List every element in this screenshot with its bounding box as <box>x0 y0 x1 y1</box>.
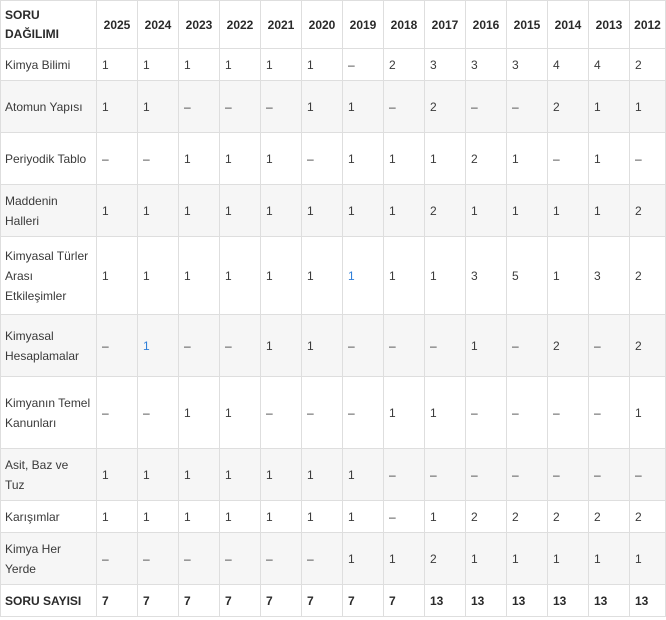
table-cell: 1 <box>220 501 261 533</box>
table-cell: 2 <box>589 501 630 533</box>
total-cell: 7 <box>138 585 179 617</box>
table-cell: 1 <box>220 49 261 81</box>
table-cell: 1 <box>548 533 589 585</box>
table-cell: 2 <box>630 237 666 315</box>
table-cell: – <box>507 377 548 449</box>
row-topic: Kimyanın Temel Kanunları <box>1 377 97 449</box>
header-topic: SORU DAĞILIMI <box>1 1 97 49</box>
header-year: 2023 <box>179 1 220 49</box>
table-cell: 1 <box>630 533 666 585</box>
table-row <box>1 377 666 449</box>
table-cell: 1 <box>548 237 589 315</box>
table-cell: 1 <box>261 315 302 377</box>
header-year: 2016 <box>466 1 507 49</box>
table-row <box>1 185 666 237</box>
row-topic: Kimyasal Türler Arası Etkileşimler <box>1 237 97 315</box>
table-cell: 1 <box>97 449 138 501</box>
table-cell: 1 <box>548 185 589 237</box>
table-cell: 1 <box>466 315 507 377</box>
total-cell: 13 <box>548 585 589 617</box>
row-topic: Maddenin Halleri <box>1 185 97 237</box>
table-cell: – <box>589 315 630 377</box>
table-cell: 1 <box>179 133 220 185</box>
table-row <box>1 315 666 377</box>
total-cell: 13 <box>466 585 507 617</box>
table-cell: 1 <box>220 449 261 501</box>
table-cell: 1 <box>630 81 666 133</box>
row-topic: Asit, Baz ve Tuz <box>1 449 97 501</box>
table-cell: 3 <box>425 49 466 81</box>
table-cell: 1 <box>343 133 384 185</box>
table-cell: 2 <box>384 49 425 81</box>
table-cell: 2 <box>548 501 589 533</box>
table-row <box>1 533 666 585</box>
table-cell: – <box>97 133 138 185</box>
table-cell: 1 <box>384 185 425 237</box>
table-cell: 1 <box>425 501 466 533</box>
table-cell: 1 <box>138 49 179 81</box>
table-cell: – <box>138 377 179 449</box>
table-cell: – <box>589 449 630 501</box>
table-cell: – <box>466 449 507 501</box>
table-cell: 1 <box>97 237 138 315</box>
table-cell: – <box>548 133 589 185</box>
table-cell: 2 <box>630 49 666 81</box>
table-cell: – <box>302 377 343 449</box>
table-cell: 5 <box>507 237 548 315</box>
table-cell: 2 <box>630 185 666 237</box>
header-year: 2021 <box>261 1 302 49</box>
table-cell: 1 <box>343 185 384 237</box>
table-row <box>1 501 666 533</box>
table-cell: 4 <box>589 49 630 81</box>
table-cell: 1 <box>425 377 466 449</box>
table-cell: 2 <box>548 81 589 133</box>
table-cell: 1 <box>343 81 384 133</box>
table-cell: – <box>425 315 466 377</box>
table-cell: 1 <box>261 49 302 81</box>
total-cell: 13 <box>425 585 466 617</box>
table-cell: 3 <box>507 49 548 81</box>
header-year: 2012 <box>630 1 666 49</box>
table-cell: 1 <box>179 185 220 237</box>
table-cell: – <box>384 315 425 377</box>
table-cell: 1 <box>302 315 343 377</box>
table-cell: 3 <box>466 49 507 81</box>
table-cell: – <box>220 315 261 377</box>
table-cell: – <box>179 315 220 377</box>
table-cell: 2 <box>425 533 466 585</box>
table-cell: – <box>630 449 666 501</box>
total-cell: 7 <box>384 585 425 617</box>
table-cell: 2 <box>466 501 507 533</box>
table-cell: 1 <box>179 449 220 501</box>
header-row <box>1 1 666 49</box>
table-cell[interactable]: 1 <box>343 237 384 315</box>
table-cell: – <box>138 533 179 585</box>
table-cell: 1 <box>97 501 138 533</box>
table-row <box>1 133 666 185</box>
header-year: 2019 <box>343 1 384 49</box>
table-cell: 3 <box>466 237 507 315</box>
total-cell: 13 <box>507 585 548 617</box>
table-cell: 1 <box>138 185 179 237</box>
header-year: 2015 <box>507 1 548 49</box>
table-cell: – <box>261 81 302 133</box>
table-cell: – <box>384 81 425 133</box>
table-cell: 1 <box>302 49 343 81</box>
table-cell: 1 <box>138 81 179 133</box>
table-cell: 2 <box>425 185 466 237</box>
table-cell: – <box>425 449 466 501</box>
table-cell: 1 <box>179 501 220 533</box>
table-cell: – <box>384 501 425 533</box>
table-cell: – <box>343 377 384 449</box>
table-cell: 1 <box>97 81 138 133</box>
total-cell: 7 <box>261 585 302 617</box>
table-cell: – <box>261 377 302 449</box>
table-cell: 1 <box>466 533 507 585</box>
table-cell: – <box>466 377 507 449</box>
table-cell: – <box>507 449 548 501</box>
table-cell: 2 <box>630 315 666 377</box>
header-year: 2018 <box>384 1 425 49</box>
table-cell: 1 <box>220 133 261 185</box>
table-cell: 1 <box>302 185 343 237</box>
table-cell: 1 <box>425 133 466 185</box>
header-year: 2024 <box>138 1 179 49</box>
table-cell: – <box>220 81 261 133</box>
table-cell: – <box>343 49 384 81</box>
total-cell: 7 <box>179 585 220 617</box>
table-cell: – <box>302 133 343 185</box>
table-cell: 1 <box>261 133 302 185</box>
table-row <box>1 49 666 81</box>
table-cell: – <box>97 315 138 377</box>
table-row <box>1 237 666 315</box>
table-cell: – <box>343 315 384 377</box>
table-cell: 1 <box>97 185 138 237</box>
table-cell: – <box>261 533 302 585</box>
table-cell: – <box>548 449 589 501</box>
table-cell: 1 <box>302 501 343 533</box>
row-topic: Periyodik Tablo <box>1 133 97 185</box>
table-cell: – <box>179 533 220 585</box>
total-cell: 13 <box>630 585 666 617</box>
table-row <box>1 449 666 501</box>
row-topic: Karışımlar <box>1 501 97 533</box>
table-cell: 1 <box>630 377 666 449</box>
table-cell: 1 <box>507 533 548 585</box>
table-cell: 1 <box>302 449 343 501</box>
table-cell: 1 <box>589 133 630 185</box>
table-cell: 1 <box>343 533 384 585</box>
table-cell: – <box>138 133 179 185</box>
table-cell: 1 <box>425 237 466 315</box>
table-cell: 1 <box>261 449 302 501</box>
table-row <box>1 81 666 133</box>
table-cell: 1 <box>384 377 425 449</box>
table-cell: – <box>589 377 630 449</box>
total-cell: 7 <box>302 585 343 617</box>
table-cell: 2 <box>466 133 507 185</box>
table-cell: 1 <box>220 377 261 449</box>
table-cell: – <box>97 377 138 449</box>
table-cell: 2 <box>507 501 548 533</box>
table-cell: 1 <box>507 133 548 185</box>
row-topic: Kimya Her Yerde <box>1 533 97 585</box>
header-year: 2017 <box>425 1 466 49</box>
header-year: 2025 <box>97 1 138 49</box>
table-cell: 3 <box>589 237 630 315</box>
table-cell: 1 <box>466 185 507 237</box>
table-cell: 1 <box>589 533 630 585</box>
table-cell: 1 <box>220 185 261 237</box>
table-cell: 1 <box>302 81 343 133</box>
table-cell: – <box>507 315 548 377</box>
header-year: 2022 <box>220 1 261 49</box>
row-topic: Atomun Yapısı <box>1 81 97 133</box>
table-cell: 1 <box>384 533 425 585</box>
table-cell: – <box>466 81 507 133</box>
table-cell: 1 <box>343 449 384 501</box>
table-cell: 1 <box>507 185 548 237</box>
header-year: 2013 <box>589 1 630 49</box>
total-row <box>1 585 666 617</box>
table-cell: 4 <box>548 49 589 81</box>
total-cell: 13 <box>589 585 630 617</box>
table-cell: 1 <box>138 449 179 501</box>
table-cell: – <box>302 533 343 585</box>
table-cell: 1 <box>179 377 220 449</box>
total-cell: 7 <box>220 585 261 617</box>
table-cell: – <box>220 533 261 585</box>
table-cell: 1 <box>220 237 261 315</box>
table-cell: 1 <box>261 237 302 315</box>
table-cell: 2 <box>425 81 466 133</box>
row-topic: Kimya Bilimi <box>1 49 97 81</box>
table-cell[interactable]: 1 <box>138 315 179 377</box>
table-cell: 1 <box>97 49 138 81</box>
table-cell: – <box>384 449 425 501</box>
total-cell: 7 <box>343 585 384 617</box>
table-cell: 1 <box>179 237 220 315</box>
table-cell: – <box>548 377 589 449</box>
table-cell: 1 <box>138 237 179 315</box>
table-cell: – <box>97 533 138 585</box>
header-year: 2014 <box>548 1 589 49</box>
table-cell: 2 <box>630 501 666 533</box>
table-cell: 1 <box>302 237 343 315</box>
table-cell: 1 <box>261 501 302 533</box>
total-cell: 7 <box>97 585 138 617</box>
table-cell: 1 <box>138 501 179 533</box>
header-year: 2020 <box>302 1 343 49</box>
total-label: SORU SAYISI <box>1 585 97 617</box>
table-cell: 1 <box>179 49 220 81</box>
table-cell: 1 <box>343 501 384 533</box>
table-cell: 1 <box>261 185 302 237</box>
table-cell: 1 <box>589 81 630 133</box>
table-cell: 1 <box>589 185 630 237</box>
table-cell: 2 <box>548 315 589 377</box>
row-topic: Kimyasal Hesaplamalar <box>1 315 97 377</box>
table-cell: 1 <box>384 237 425 315</box>
table-cell: 1 <box>384 133 425 185</box>
table-cell: – <box>630 133 666 185</box>
table-cell: – <box>507 81 548 133</box>
table-cell: – <box>179 81 220 133</box>
